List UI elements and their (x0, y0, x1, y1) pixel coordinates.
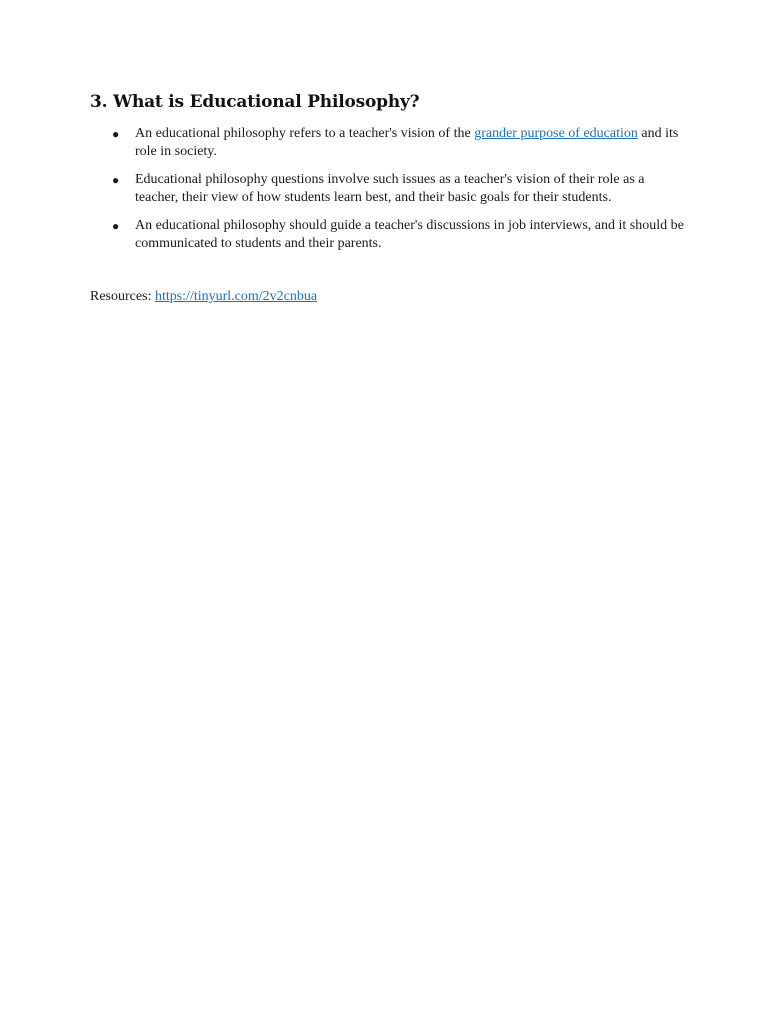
bullet-item-guide (90, 217, 690, 253)
bullet-dot-icon: ● (112, 127, 120, 141)
bullet-dot-icon: ● (112, 173, 120, 187)
bullet-text-before: An educational philosophy refers to a teacher's vision of the (135, 126, 475, 141)
bullet-dot-icon: ● (112, 219, 120, 233)
resources-link[interactable]: https://tinyurl.com/2v2cnbua (154, 289, 318, 304)
resources-label: Resources: (90, 289, 155, 304)
bullet-list (90, 125, 690, 263)
section-heading: 3. What is Educational Philosophy? (90, 92, 420, 112)
grander-purpose-link[interactable]: grander purpose of education (474, 126, 638, 141)
bullet-text-after: and its role in society. (135, 126, 679, 159)
resources-line (90, 288, 317, 306)
bullet-text: Educational philosophy questions involve such issues as a teacher's vision of their role as a teacher, their view of how students learn best, and their basic goals for their students. (135, 172, 645, 205)
bullet-item-questions (90, 171, 690, 207)
bullet-text: An educational philosophy should guide a teacher's discussions in job interviews, and it should be communicated to students and their parents. (135, 218, 684, 251)
bullet-item-purpose (90, 125, 690, 161)
